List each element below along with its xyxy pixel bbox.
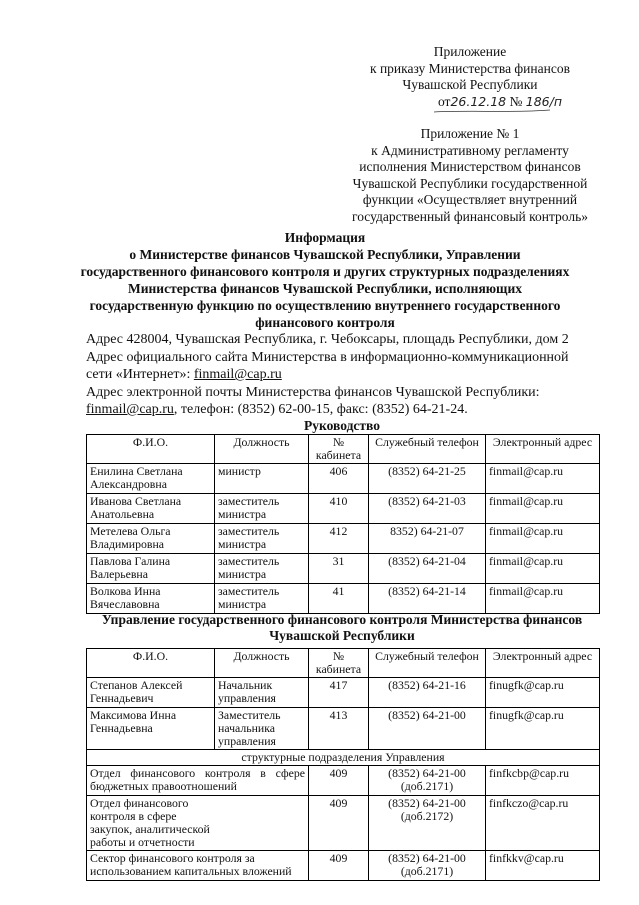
cell-room: 409 bbox=[309, 851, 369, 881]
cell-email: finfkkv@cap.ru bbox=[486, 851, 600, 881]
table-row bbox=[87, 708, 600, 750]
table-row bbox=[87, 678, 600, 708]
cell-email: finmail@cap.ru bbox=[486, 464, 600, 494]
column-header: № кабинета bbox=[309, 435, 369, 464]
department-heading bbox=[86, 612, 598, 644]
department-title-line: Управление государственного финансового контроля Министерства финансов bbox=[101, 612, 583, 627]
document-title bbox=[60, 229, 590, 331]
appendix-header bbox=[340, 44, 600, 110]
table-row bbox=[87, 464, 600, 494]
table-row bbox=[87, 554, 600, 584]
address-block bbox=[86, 331, 598, 419]
cell-position: заместитель министра bbox=[215, 554, 309, 584]
table-row bbox=[87, 524, 600, 554]
cell-room: 412 bbox=[309, 524, 369, 554]
appendix1-line: функции «Осуществляет внутренний bbox=[362, 192, 578, 207]
table-header-row bbox=[87, 435, 600, 464]
cell-name: Волкова Инна Вячеславовна bbox=[87, 584, 215, 614]
cell-email: finmail@cap.ru bbox=[486, 524, 600, 554]
cell-position: министр bbox=[215, 464, 309, 494]
column-header: Служебный телефон bbox=[369, 435, 486, 464]
cell-phone: (8352) 64-21-00 bbox=[369, 708, 486, 750]
table-row bbox=[87, 766, 600, 796]
website-label: сети «Интернет»: bbox=[86, 367, 194, 382]
cell-room: 31 bbox=[309, 554, 369, 584]
cell-phone: (8352) 64-21-03 bbox=[369, 494, 486, 524]
cell-room: 417 bbox=[309, 678, 369, 708]
cell-email: finugfk@cap.ru bbox=[486, 678, 600, 708]
appendix1-line: исполнения Министерством финансов bbox=[359, 159, 581, 174]
cell-phone: (8352) 64-21-14 bbox=[369, 584, 486, 614]
column-header: Электронный адрес bbox=[486, 435, 600, 464]
table-header-row bbox=[87, 649, 600, 678]
column-header: Электронный адрес bbox=[486, 649, 600, 678]
title-line: финансового контроля bbox=[255, 315, 395, 330]
cell-phone: (8352) 64-21-25 bbox=[369, 464, 486, 494]
table-row bbox=[87, 851, 600, 881]
cell-name: Енилина Светлана Александровна bbox=[87, 464, 215, 494]
cell-unit: Отдел финансового контроля в сфере бюджетных правоотношений bbox=[87, 766, 309, 796]
subdivisions-row bbox=[87, 750, 600, 766]
department-title-line: Чувашской Республики bbox=[269, 628, 415, 643]
cell-phone: (8352) 64-21-00 (доб.2171) bbox=[369, 851, 486, 881]
website-line: Адрес официального сайта Министерства в информационно-коммуникационной bbox=[86, 349, 569, 365]
cell-room: 409 bbox=[309, 766, 369, 796]
table-row bbox=[87, 796, 600, 851]
appendix1-line: к Административному регламенту bbox=[371, 142, 569, 158]
appendix1-line: Чувашской Республики государственной bbox=[352, 175, 588, 191]
handwritten-date: 26.12.18 bbox=[450, 93, 507, 109]
cell-name: Павлова Галина Валерьевна bbox=[87, 554, 215, 584]
cell-email: finmail@cap.ru bbox=[486, 584, 600, 614]
column-header: Служебный телефон bbox=[369, 649, 486, 678]
website-line-cont bbox=[86, 366, 598, 384]
appendix-line: Чувашской Республики bbox=[402, 77, 538, 92]
cell-phone: (8352) 64-21-16 bbox=[369, 678, 486, 708]
cell-email: finmail@cap.ru bbox=[486, 554, 600, 584]
cell-name: Метелева Ольга Владимировна bbox=[87, 524, 215, 554]
cell-position: заместитель министра bbox=[215, 494, 309, 524]
title-line: Министерства финансов Чувашской Республики, исполняющих bbox=[128, 281, 522, 296]
cell-room: 413 bbox=[309, 708, 369, 750]
cell-email: finmail@cap.ru bbox=[486, 494, 600, 524]
column-header: Ф.И.О. bbox=[87, 649, 215, 678]
cell-position: Заместитель начальника управления bbox=[215, 708, 309, 750]
cell-name: Максимова Инна Геннадьевна bbox=[87, 708, 215, 750]
cell-phone: (8352) 64-21-00 (доб.2172) bbox=[369, 796, 486, 851]
department-table bbox=[86, 648, 600, 881]
table-row bbox=[87, 584, 600, 614]
date-prefix: от bbox=[437, 93, 451, 109]
cell-unit: Отдел финансового контроля в сфере закупок, аналитической работы и отчетности bbox=[87, 796, 309, 851]
cell-email: finfkcbp@cap.ru bbox=[486, 766, 600, 796]
appendix1-line: государственный финансовый контроль» bbox=[352, 208, 588, 224]
email-link[interactable]: finmail@cap.ru bbox=[86, 402, 174, 417]
cell-unit: Сектор финансового контроля за использованием капитальных вложений bbox=[87, 851, 309, 881]
cell-email: finugfk@cap.ru bbox=[486, 708, 600, 750]
appendix-regulation-header bbox=[340, 126, 600, 225]
cell-room: 410 bbox=[309, 494, 369, 524]
cell-name: Степанов Алексей Геннадьевич bbox=[87, 678, 215, 708]
cell-position: заместитель министра bbox=[215, 524, 309, 554]
appendix-line: Приложение bbox=[433, 44, 507, 59]
title-line: о Министерстве финансов Чувашской Республики, Управлении bbox=[129, 247, 521, 262]
number-sign: № bbox=[509, 93, 523, 109]
cell-phone: 8352) 64-21-07 bbox=[369, 524, 486, 554]
appendix-line: к приказу Министерства финансов bbox=[370, 60, 570, 76]
postal-address: Адрес 428004, Чувашская Республика, г. Чебоксары, площадь Республики, дом 2 bbox=[86, 332, 569, 347]
website-link[interactable]: finmail@cap.ru bbox=[193, 367, 282, 382]
subdivisions-label: структурные подразделения Управления bbox=[87, 750, 600, 766]
column-header: Должность bbox=[215, 435, 309, 464]
email-line: Адрес электронной почты Министерства финансов Чувашской Республики: bbox=[86, 384, 540, 400]
cell-room: 409 bbox=[309, 796, 369, 851]
appendix1-line: Приложение № 1 bbox=[420, 126, 520, 141]
leadership-heading: Руководство bbox=[304, 418, 380, 433]
phone-fax: , телефон: (8352) 62-00-15, факс: (8352) 64-21-24. bbox=[173, 402, 468, 417]
column-header: Должность bbox=[215, 649, 309, 678]
cell-room: 406 bbox=[309, 464, 369, 494]
cell-room: 41 bbox=[309, 584, 369, 614]
leadership-table bbox=[86, 434, 600, 614]
cell-phone: (8352) 64-21-00 (доб.2171) bbox=[369, 766, 486, 796]
cell-name: Иванова Светлана Анатольевна bbox=[87, 494, 215, 524]
title-line: государственного финансового контроля и других структурных подразделениях bbox=[80, 264, 570, 279]
cell-position: Начальник управления bbox=[215, 678, 309, 708]
email-line-cont bbox=[86, 401, 598, 419]
title-line: государственную функцию по осуществлению внутреннего государственного bbox=[89, 298, 561, 313]
signature-underline bbox=[432, 108, 552, 114]
column-header: № кабинета bbox=[309, 649, 369, 678]
handwritten-number: 186/п bbox=[525, 93, 563, 109]
cell-position: заместитель министра bbox=[215, 584, 309, 614]
cell-phone: (8352) 64-21-04 bbox=[369, 554, 486, 584]
table-row bbox=[87, 494, 600, 524]
column-header: Ф.И.О. bbox=[87, 435, 215, 464]
cell-email: finfkczo@cap.ru bbox=[486, 796, 600, 851]
title-line: Информация bbox=[284, 230, 366, 245]
